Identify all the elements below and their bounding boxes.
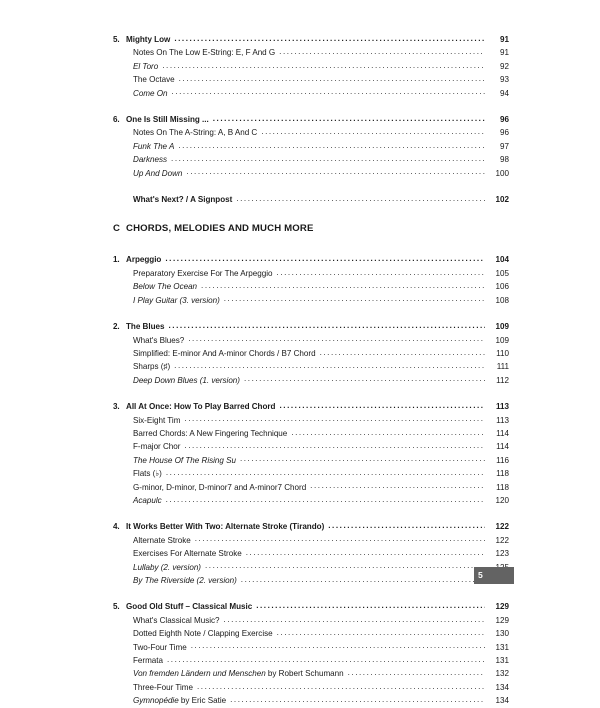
toc-spacer xyxy=(113,387,509,400)
entry-title: Good Old Stuff – Classical Music xyxy=(126,602,253,612)
toc-spacer xyxy=(113,180,509,193)
chapter-number: 4. xyxy=(113,522,120,532)
entry-title: Deep Down Blues (1. version) xyxy=(133,375,240,385)
entry-page-number: 129 xyxy=(495,615,509,625)
toc-spacer xyxy=(113,100,509,113)
entry-page-number: 132 xyxy=(495,669,509,679)
toc-sub-entry[interactable] xyxy=(113,694,509,707)
entry-page-number: 131 xyxy=(495,642,509,652)
entry-page-number: 118 xyxy=(496,482,509,492)
dot-leader xyxy=(348,669,485,678)
toc-sub-entry[interactable] xyxy=(113,140,509,153)
part-title: CHORDS, MELODIES AND MUCH MORE xyxy=(126,223,314,235)
chapter-number: 1. xyxy=(113,255,120,265)
toc-chapter-entry[interactable] xyxy=(113,33,509,46)
entry-title: Barred Chords: A New Fingering Technique xyxy=(133,428,288,438)
entry-title: Notes On The Low E-String: E, F And G xyxy=(133,48,276,58)
entry-title: All At Once: How To Play Barred Chord xyxy=(126,402,276,412)
dot-leader xyxy=(179,75,485,84)
dot-leader xyxy=(244,375,485,384)
dot-leader xyxy=(197,683,485,692)
toc-sub-entry[interactable] xyxy=(113,360,509,373)
toc-sub-entry[interactable] xyxy=(113,60,509,73)
toc-sub-entry[interactable] xyxy=(113,167,509,180)
entry-title: Up And Down xyxy=(133,168,183,178)
dot-leader xyxy=(240,455,485,464)
entry-title: F-major Chor xyxy=(133,442,181,452)
entry-title: The Octave xyxy=(133,75,175,85)
entry-page-number: 109 xyxy=(495,335,509,345)
toc-sub-entry[interactable] xyxy=(113,454,509,467)
entry-title: Mighty Low xyxy=(126,35,171,44)
toc-sub-entry[interactable] xyxy=(113,641,509,654)
entry-title: Three-Four Time xyxy=(133,682,193,692)
entry-page-number: 122 xyxy=(495,522,509,532)
chapter-number: 2. xyxy=(113,322,120,332)
dot-leader xyxy=(165,255,485,264)
chapter-number: 5. xyxy=(113,602,120,612)
toc-sub-entry[interactable] xyxy=(113,654,509,667)
toc-sub-entry[interactable] xyxy=(113,467,509,480)
entry-title xyxy=(133,694,230,707)
toc-sub-entry[interactable] xyxy=(113,267,509,280)
toc-sub-entry[interactable] xyxy=(113,440,509,453)
entry-page-number: 93 xyxy=(499,75,509,85)
toc-sub-entry[interactable] xyxy=(113,414,509,427)
entry-title: Alternate Stroke xyxy=(133,535,191,545)
toc-sub-entry[interactable] xyxy=(113,667,509,680)
dot-leader xyxy=(261,128,485,137)
entry-page-number: 134 xyxy=(495,696,509,706)
toc-sub-entry[interactable] xyxy=(113,627,509,640)
toc-chapter-entry[interactable] xyxy=(113,253,509,266)
entry-page-number: 122 xyxy=(495,535,509,545)
chapter-number: 3. xyxy=(113,402,120,412)
entry-page-number: 113 xyxy=(495,402,509,412)
toc-sub-entry[interactable] xyxy=(113,494,509,507)
toc-sub-entry[interactable] xyxy=(113,427,509,440)
entry-page-number: 97 xyxy=(499,141,509,151)
page-number: 5 xyxy=(478,570,483,580)
entry-page-number: 96 xyxy=(499,115,509,125)
entry-page-number: 108 xyxy=(495,295,509,305)
entry-title-italic-part: Gymnopédie xyxy=(133,696,179,706)
toc-sub-entry[interactable] xyxy=(113,374,509,387)
entry-page-number: 116 xyxy=(496,455,509,465)
entry-title: Dotted Eighth Note / Clapping Exercise xyxy=(133,629,273,639)
toc-sub-entry[interactable] xyxy=(113,614,509,627)
toc-chapter-entry[interactable] xyxy=(113,600,509,613)
dot-leader xyxy=(184,415,485,424)
entry-title: Two-Four Time xyxy=(133,642,187,652)
entry-page-number: 105 xyxy=(495,268,509,278)
entry-title: Below The Ocean xyxy=(133,282,198,292)
entry-page-number: 109 xyxy=(495,322,509,332)
toc-sub-entry[interactable] xyxy=(113,280,509,293)
entry-title: Sharps (♯) xyxy=(133,362,171,372)
toc-sub-entry[interactable] xyxy=(113,347,509,360)
entry-page-number: 120 xyxy=(495,495,509,505)
dot-leader xyxy=(320,349,485,358)
toc-chapter-entry[interactable] xyxy=(113,520,509,533)
toc-sub-entry[interactable] xyxy=(113,574,509,587)
dot-leader xyxy=(184,442,485,451)
toc-sub-entry[interactable] xyxy=(113,193,509,206)
dot-leader xyxy=(201,282,485,291)
entry-page-number: 110 xyxy=(496,348,509,358)
toc-chapter-entry[interactable] xyxy=(113,320,509,333)
entry-page-number: 94 xyxy=(499,88,509,98)
toc-sub-entry[interactable] xyxy=(113,334,509,347)
entry-page-number: 92 xyxy=(499,61,509,71)
entry-page-number: 118 xyxy=(496,469,509,479)
toc-sub-entry[interactable] xyxy=(113,481,509,494)
toc-sub-entry[interactable] xyxy=(113,547,509,560)
entry-title: What's Blues? xyxy=(133,335,185,345)
entry-title-roman-part: by Eric Satie xyxy=(178,696,227,706)
entry-title: Six-Eight Tim xyxy=(133,415,181,425)
dot-leader xyxy=(174,35,485,44)
dot-leader xyxy=(188,335,485,344)
toc-sub-entry[interactable] xyxy=(113,73,509,86)
entry-title: What's Classical Music? xyxy=(133,615,220,625)
entry-title: It Works Better With Two: Alternate Stroke (Tirando) xyxy=(126,522,325,532)
entry-page-number: 98 xyxy=(499,155,509,165)
dot-leader xyxy=(169,322,486,331)
entry-page-number: 123 xyxy=(495,549,509,559)
dot-leader xyxy=(279,402,485,411)
dot-leader xyxy=(328,522,485,531)
entry-title: Come On xyxy=(133,88,168,98)
entry-page-number: 130 xyxy=(495,629,509,639)
entry-page-number: 91 xyxy=(499,35,509,44)
entry-page-number: 100 xyxy=(495,168,509,178)
part-letter: C xyxy=(113,223,121,235)
dot-leader xyxy=(167,656,485,665)
toc-sub-entry[interactable] xyxy=(113,294,509,307)
entry-title: The House Of The Rising Su xyxy=(133,455,236,465)
toc-sub-entry[interactable] xyxy=(113,153,509,166)
table-of-contents-list xyxy=(113,33,509,708)
toc-sub-entry[interactable] xyxy=(113,126,509,139)
dot-leader xyxy=(310,482,485,491)
entry-title: Lullaby (2. version) xyxy=(133,562,201,572)
entry-title: Acapulc xyxy=(133,495,162,505)
entry-title: Simplified: E-minor And A-minor Chords / B7 Chord xyxy=(133,348,316,358)
entry-title: By The Riverside (2. version) xyxy=(133,576,237,585)
toc-sub-entry[interactable] xyxy=(113,46,509,59)
entry-title: Exercises For Alternate Stroke xyxy=(133,549,242,559)
entry-title-roman-part: by Robert Schumann xyxy=(265,669,344,679)
entry-title: Arpeggio xyxy=(126,255,162,265)
entry-page-number: 134 xyxy=(495,682,509,692)
dot-leader xyxy=(224,616,485,625)
dot-leader xyxy=(241,576,485,585)
chapter-number: 6. xyxy=(113,115,120,125)
entry-title: G-minor, D-minor, D-minor7 and A-minor7 Chord xyxy=(133,482,307,492)
chapter-number: 5. xyxy=(113,35,120,44)
toc-sub-entry[interactable] xyxy=(113,534,509,547)
toc-spacer xyxy=(113,307,509,320)
entry-page-number: 129 xyxy=(495,602,509,612)
entry-page-number: 104 xyxy=(495,255,509,265)
part-heading xyxy=(113,222,509,235)
entry-title: Flats (♭) xyxy=(133,469,162,479)
entry-page-number: 112 xyxy=(496,375,509,385)
dot-leader xyxy=(224,295,485,304)
dot-leader xyxy=(195,535,485,544)
page-folio-badge xyxy=(474,567,514,584)
dot-leader xyxy=(213,115,485,124)
toc-spacer xyxy=(113,507,509,520)
dot-leader xyxy=(230,696,485,705)
dot-leader xyxy=(246,549,485,558)
entry-page-number: 114 xyxy=(496,428,509,438)
dot-leader xyxy=(236,195,485,204)
dot-leader xyxy=(171,155,485,164)
entry-title: Notes On The A-String: A, B And C xyxy=(133,128,258,138)
dot-leader xyxy=(191,642,485,651)
toc-spacer xyxy=(113,587,509,600)
toc-sub-entry[interactable] xyxy=(113,681,509,694)
toc-chapter-entry[interactable] xyxy=(113,400,509,413)
entry-title: Darkness xyxy=(133,155,168,165)
entry-page-number: 91 xyxy=(499,48,509,58)
entry-title: Preparatory Exercise For The Arpeggio xyxy=(133,268,273,278)
dot-leader xyxy=(162,62,485,71)
entry-page-number: 114 xyxy=(496,442,509,452)
dot-leader xyxy=(166,469,485,478)
entry-page-number: 102 xyxy=(495,195,509,205)
entry-title: El Toro xyxy=(133,61,159,71)
dot-leader xyxy=(172,88,486,97)
entry-title: The Blues xyxy=(126,322,165,332)
toc-chapter-entry[interactable] xyxy=(113,113,509,126)
entry-title-italic-part: Von fremden Ländern und Menschen xyxy=(133,669,266,679)
entry-page-number: 131 xyxy=(495,656,509,666)
dot-leader xyxy=(186,168,485,177)
dot-leader xyxy=(166,496,485,505)
entry-page-number: 113 xyxy=(496,415,509,425)
entry-title: I Play Guitar (3. version) xyxy=(133,295,220,305)
entry-title xyxy=(133,667,348,680)
dot-leader xyxy=(291,429,485,438)
toc-sub-entry[interactable] xyxy=(113,561,509,574)
dot-leader xyxy=(174,362,485,371)
dot-leader xyxy=(277,629,485,638)
entry-title: What's Next? / A Signpost xyxy=(133,195,233,205)
dot-leader xyxy=(205,562,485,571)
entry-title: Funk The A xyxy=(133,141,175,151)
entry-title: One Is Still Missing ... xyxy=(126,115,209,125)
dot-leader xyxy=(178,142,485,151)
dot-leader xyxy=(256,602,485,611)
toc-sub-entry[interactable] xyxy=(113,87,509,100)
entry-title: Fermata xyxy=(133,656,163,666)
dot-leader xyxy=(276,269,485,278)
entry-page-number: 106 xyxy=(495,282,509,292)
dot-leader xyxy=(279,48,485,57)
entry-page-number: 96 xyxy=(499,128,509,138)
entry-page-number: 111 xyxy=(496,362,509,372)
